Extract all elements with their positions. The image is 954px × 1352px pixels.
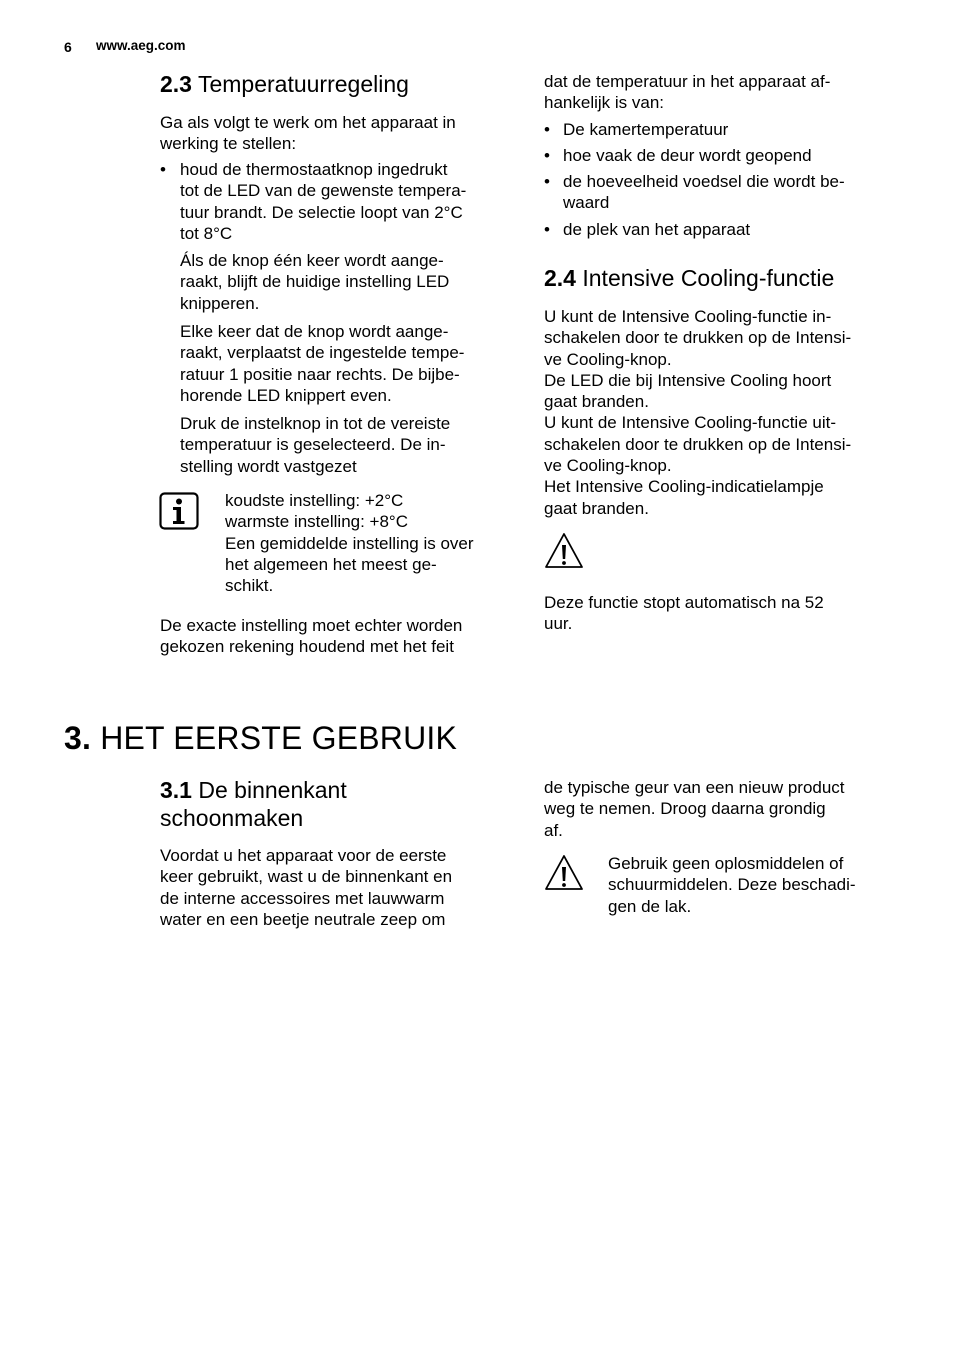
text-line: De LED die bij Intensive Cooling hoort xyxy=(544,370,832,390)
text-line: Áls de knop één keer wordt aange- xyxy=(180,251,444,270)
text-line: schakelen door te drukken op de Intensi- xyxy=(544,434,852,454)
text-line: knipperen. xyxy=(180,293,260,313)
list-item xyxy=(544,145,904,166)
step-paragraph xyxy=(180,321,464,406)
text-line: ve Cooling-knop. xyxy=(544,349,672,369)
text-line: ve Cooling-knop. xyxy=(544,456,672,476)
section-2-4-title: Intensive Cooling-functie xyxy=(582,265,835,291)
text-line: water en een beetje neutrale zeep om xyxy=(160,909,446,929)
text-line: Druk de instelknop in tot de vereiste xyxy=(180,414,451,433)
text-line: gaat branden. xyxy=(544,392,649,412)
list-item xyxy=(544,171,904,214)
section-3-1-title: De binnenkant xyxy=(198,777,347,803)
text-line: waard xyxy=(563,193,610,213)
bullet: • xyxy=(544,172,550,191)
text-line: Elke keer dat de knop wordt aange- xyxy=(180,322,449,341)
text-line: de hoeveelheid voedsel die wordt be- xyxy=(563,172,845,191)
section-2-4-heading xyxy=(544,264,834,292)
text-line: raakt, verplaatst de ingestelde tempe- xyxy=(180,343,465,363)
text-line: Voordat u het apparaat voor de eerste xyxy=(160,846,447,865)
text-line: dat de temperatuur in het apparaat af- xyxy=(544,72,831,91)
closing-paragraph xyxy=(160,615,462,658)
section-2-4-text xyxy=(544,306,851,519)
warning-icon xyxy=(544,854,584,891)
section-2-3-number: 2.3 xyxy=(160,71,192,97)
text-line: tuur brandt. De selectie loopt van 2°C xyxy=(180,202,463,222)
chapter-3-heading xyxy=(64,719,457,757)
text-line: het algemeen het meest ge- xyxy=(225,554,437,574)
text-line: af. xyxy=(544,820,563,840)
section-3-1-text xyxy=(160,845,452,930)
text-line: hoe vaak de deur wordt geopend xyxy=(563,146,812,165)
text-line: Gebruik geen oplosmiddelen of xyxy=(608,854,844,873)
text-line: Een gemiddelde instelling is over xyxy=(225,533,474,553)
text-line: De exacte instelling moet echter worden xyxy=(160,616,463,635)
info-note xyxy=(225,490,474,596)
list-item xyxy=(544,119,904,140)
text-line: tot de LED van de gewenste tempera- xyxy=(180,181,467,201)
list-item xyxy=(160,159,520,244)
text-line: schakelen door te drukken op de Intensi- xyxy=(544,328,852,348)
warning-note xyxy=(544,592,824,635)
text-line: temperatuur is geselecteerd. De in- xyxy=(180,435,446,455)
text-line: Deze functie stopt automatisch na 52 xyxy=(544,593,824,612)
text-line: gen de lak. xyxy=(608,896,692,916)
section-3-1-number: 3.1 xyxy=(160,777,192,803)
section-3-1-title-line-2: schoonmaken xyxy=(160,805,304,831)
step-paragraph xyxy=(180,413,450,477)
bullet: • xyxy=(544,146,550,165)
text-line: Het Intensive Cooling-indicatielampje xyxy=(544,477,824,497)
text-line: U kunt de Intensive Cooling-functie uit- xyxy=(544,413,836,433)
text-line: schuurmiddelen. Deze beschadi- xyxy=(608,875,856,895)
section-3-1-continued xyxy=(544,777,845,841)
text-line: raakt, blijft de huidige instelling LED xyxy=(180,272,450,292)
section-2-3-heading xyxy=(160,70,409,98)
text-line: stelling wordt vastgezet xyxy=(180,456,357,476)
website-url: www.aeg.com xyxy=(96,38,186,53)
text-line: de interne accessoires met lauwwarm xyxy=(160,888,445,908)
text-line: tot 8°C xyxy=(180,223,233,243)
text-line: warmste instelling: +8°C xyxy=(225,512,409,532)
page-number: 6 xyxy=(64,39,72,55)
warning-icon xyxy=(544,532,584,569)
text-line: gaat branden. xyxy=(544,498,649,518)
chapter-3-number: 3. xyxy=(64,720,92,756)
section-3-1-heading xyxy=(160,776,347,804)
text-line: schikt. xyxy=(225,576,274,596)
text-line: de plek van het apparaat xyxy=(563,220,751,239)
text-line: keer gebruikt, wast u de binnenkant en xyxy=(160,867,453,887)
section-2-3-intro xyxy=(160,112,456,155)
text-line: De kamertemperatuur xyxy=(563,120,729,139)
text-line: U kunt de Intensive Cooling-functie in- xyxy=(544,307,832,326)
continued-paragraph xyxy=(544,71,830,114)
text-line: ratuur 1 positie naar rechts. De bijbe- xyxy=(180,364,460,384)
text-line: koudste instelling: +2°C xyxy=(225,491,404,510)
text-line: uur. xyxy=(544,614,573,634)
section-2-3-title: Temperatuurregeling xyxy=(197,71,409,97)
text-line: weg te nemen. Droog daarna grondig xyxy=(544,799,826,819)
section-2-4-number: 2.4 xyxy=(544,265,576,291)
bullet: • xyxy=(160,160,166,179)
text-line: de typische geur van een nieuw product xyxy=(544,778,845,797)
bullet: • xyxy=(544,120,550,139)
text-line: werking te stellen: xyxy=(160,134,297,154)
info-icon xyxy=(159,492,199,530)
text-line: houd de thermostaatknop ingedrukt xyxy=(180,160,448,179)
text-line: horende LED knippert even. xyxy=(180,385,392,405)
chapter-3-title: HET EERSTE GEBRUIK xyxy=(100,720,458,756)
text-line: hankelijk is van: xyxy=(544,93,665,113)
bullet: • xyxy=(544,220,550,239)
step-paragraph xyxy=(180,250,449,314)
list-item xyxy=(544,219,904,240)
text-line: Ga als volgt te werk om het apparaat in xyxy=(160,113,456,132)
text-line: gekozen rekening houdend met het feit xyxy=(160,637,454,657)
warning-note xyxy=(608,853,856,917)
